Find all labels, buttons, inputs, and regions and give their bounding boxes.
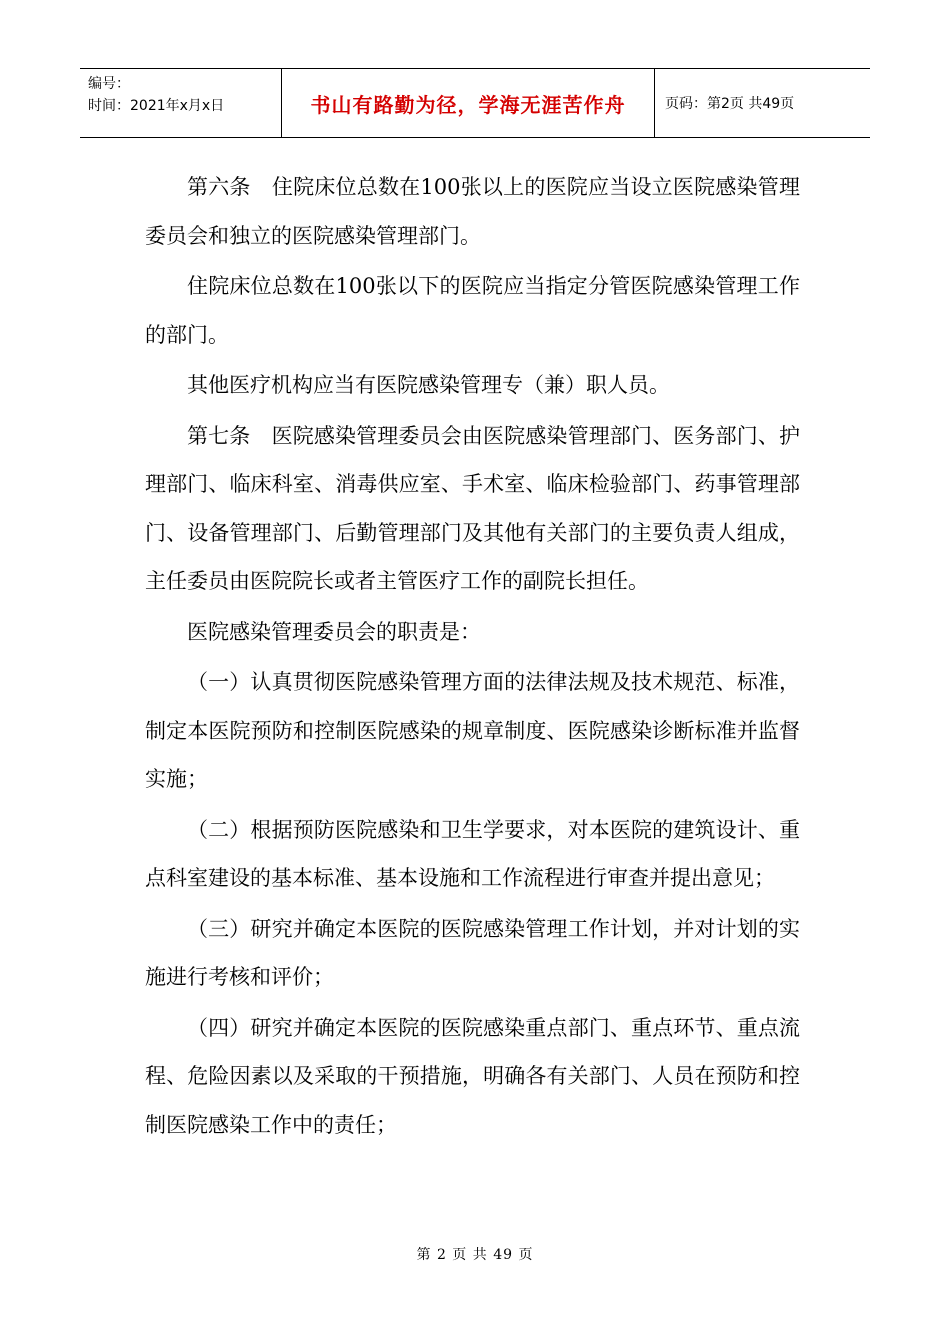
paragraph-duty-1: （一）认真贯彻医院感染管理方面的法律法规及技术规范、标准，制定本医院预防和控制医院感染的规章制度、医院感染诊断标准并监督实施； [145, 670, 800, 791]
document-date: 时间：2021年x月x日 [88, 98, 225, 114]
paragraph-under-100-beds: 住院床位总数在100张以下的医院应当指定分管医院感染管理工作的部门。 [145, 274, 800, 347]
paragraph-article-7: 第七条 医院感染管理委员会由医院感染管理部门、医务部门、护理部门、临床科室、消毒供应室、手术室、临床检验部门、药事管理部门、设备管理部门、后勤管理部门及其他有关部门的主要负责人组成，主任委员由医院院长或者主管医疗工作的副院长担任。 [145, 423, 800, 593]
paragraph-committee-duties: 医院感染管理委员会的职责是： [187, 619, 481, 644]
document-header [80, 68, 870, 138]
header-motto-cell [282, 69, 655, 137]
paragraph-duty-3: （三）研究并确定本医院的医院感染管理工作计划，并对计划的实施进行考核和评价； [145, 916, 800, 989]
header-page-info: 页码：第2页 共49页 [665, 96, 795, 112]
paragraph-article-6: 第六条 住院床位总数在100张以上的医院应当设立医院感染管理委员会和独立的医院感染管理部门。 [145, 175, 800, 248]
page-footer: 第 2 页 共 49 页 [416, 1247, 534, 1263]
paragraph-duty-2: （二）根据预防医院感染和卫生学要求，对本医院的建筑设计、重点科室建设的基本标准、基本设施和工作流程进行审查并提出意见； [145, 817, 800, 890]
header-meta-cell [80, 69, 282, 137]
motto-text: 书山有路勤为径，学海无涯苦作舟 [310, 92, 626, 117]
document-body [145, 163, 800, 1151]
paragraph-other-institutions: 其他医疗机构应当有医院感染管理专（兼）职人员。 [187, 373, 670, 397]
paragraph-duty-4: （四）研究并确定本医院的医院感染重点部门、重点环节、重点流程、危险因素以及采取的干预措施，明确各有关部门、人员在预防和控制医院感染工作中的责任； [145, 1015, 800, 1137]
document-number-label: 编号： [88, 76, 130, 92]
header-page-cell [655, 69, 870, 137]
